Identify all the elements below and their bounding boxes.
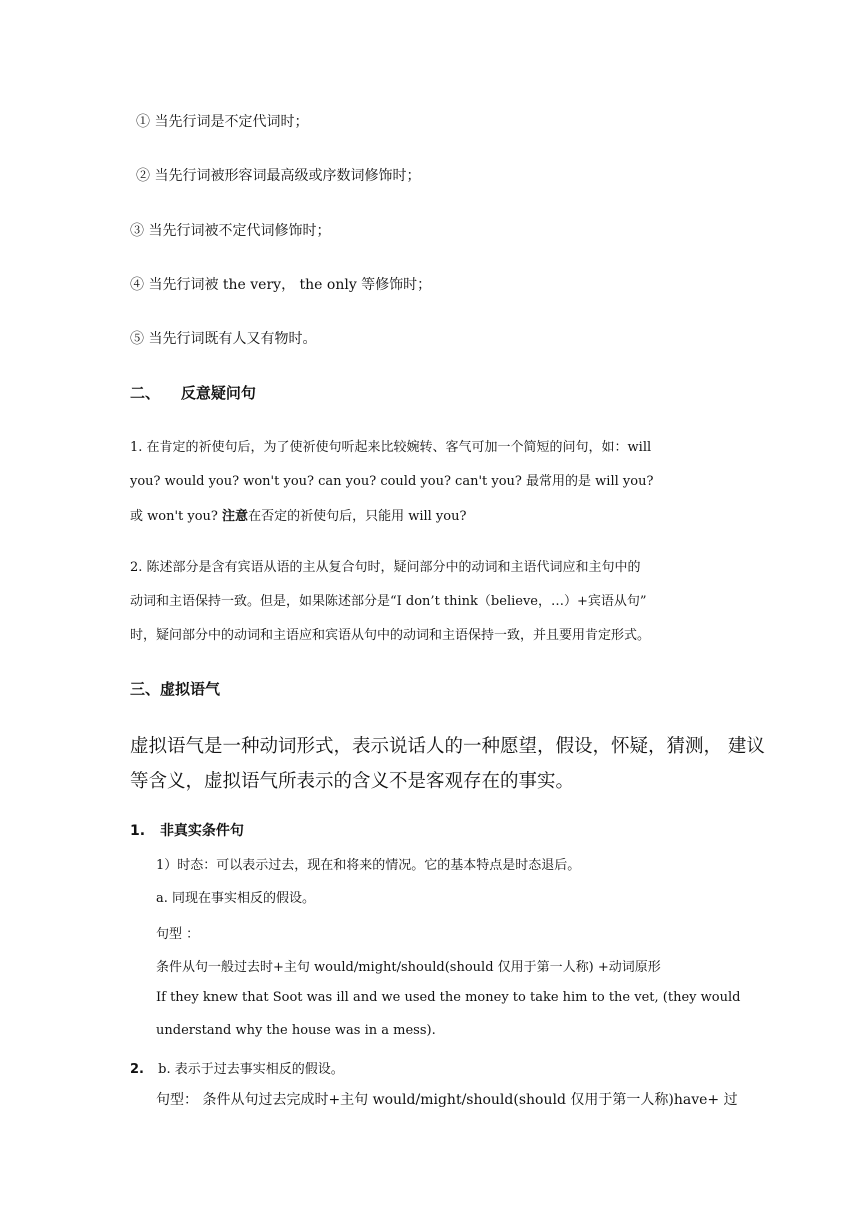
paragraph-line: 时，疑问部分中的动词和主语应和宾语从句中的动词和主语保持一致，并且要用肯定形式。 [130, 628, 651, 643]
paragraph-line: 动词和主语保持一致。但是，如果陈述部分是“I don’t think（believe，…）+宾语从句” [130, 594, 647, 609]
list-item-4: ④ 当先行词被 the very， the only 等修饰时； [130, 277, 432, 293]
list-item-3: ③ 当先行词被不定代词修饰时； [130, 223, 331, 239]
intro-line: 等含义，虚拟语气所表示的含义不是客观存在的事实。 [130, 771, 575, 792]
example-line: understand why the house was in a mess). [156, 1023, 436, 1038]
paragraph-line [130, 505, 466, 524]
example-line: If they knew that Soot was ill and we used the money to take him to the vet, (they would [156, 990, 741, 1005]
list-item-2: ② 当先行词被形容词最高级或序数词修饰时； [136, 168, 421, 184]
body-line: a. 同现在事实相反的假设。 [156, 891, 316, 906]
section-heading-2: 二、 反意疑问句 [130, 384, 256, 402]
body-line: 条件从句一般过去时+主句 would/might/should(should 仅用于第一人称) +动词原形 [156, 960, 661, 975]
paragraph-line: 2. 陈述部分是含有宾语从语的主从复合句时，疑问部分中的动词和主语代词应和主句中的 [130, 560, 641, 575]
body-text: b. 表示于过去事实相反的假设。 [158, 1062, 344, 1077]
body-line: 句型 ： [156, 927, 200, 942]
section-heading-3: 三、虚拟语气 [130, 680, 221, 698]
item-number: 2. [130, 1062, 144, 1077]
body-line: 1）时态：可以表示过去，现在和将来的情况。它的基本特点是时态退后。 [156, 858, 581, 873]
list-item-5: ⑤ 当先行词既有人又有物时。 [130, 331, 317, 347]
intro-line: 虚拟语气是一种动词形式，表示说话人的一种愿望，假设，怀疑，猜测， 建议 [130, 736, 765, 757]
emphasis-text: 注意 [222, 509, 249, 524]
item-title: 非真实条件句 [159, 823, 244, 839]
body-line: 句型： 条件从句过去完成时+主句 would/might/should(should 仅用于第一人称)have+ 过 [156, 1092, 738, 1108]
paragraph-text: 在否定的祈使句后，只能用 will you? [248, 509, 467, 524]
numbered-heading [130, 820, 244, 840]
list-item-1: ① 当先行词是不定代词时； [136, 114, 309, 130]
item-number: 1. [130, 823, 146, 839]
paragraph-text: 或 won't you? [130, 509, 223, 524]
paragraph-line: 1. 在肯定的祈使句后，为了使祈使句听起来比较婉转、客气可加一个简短的问句，如：will [130, 440, 652, 455]
paragraph-line: you? would you? won't you? can you? could you? can't you? 最常用的是 will you? [130, 474, 654, 489]
numbered-line [130, 1058, 344, 1077]
